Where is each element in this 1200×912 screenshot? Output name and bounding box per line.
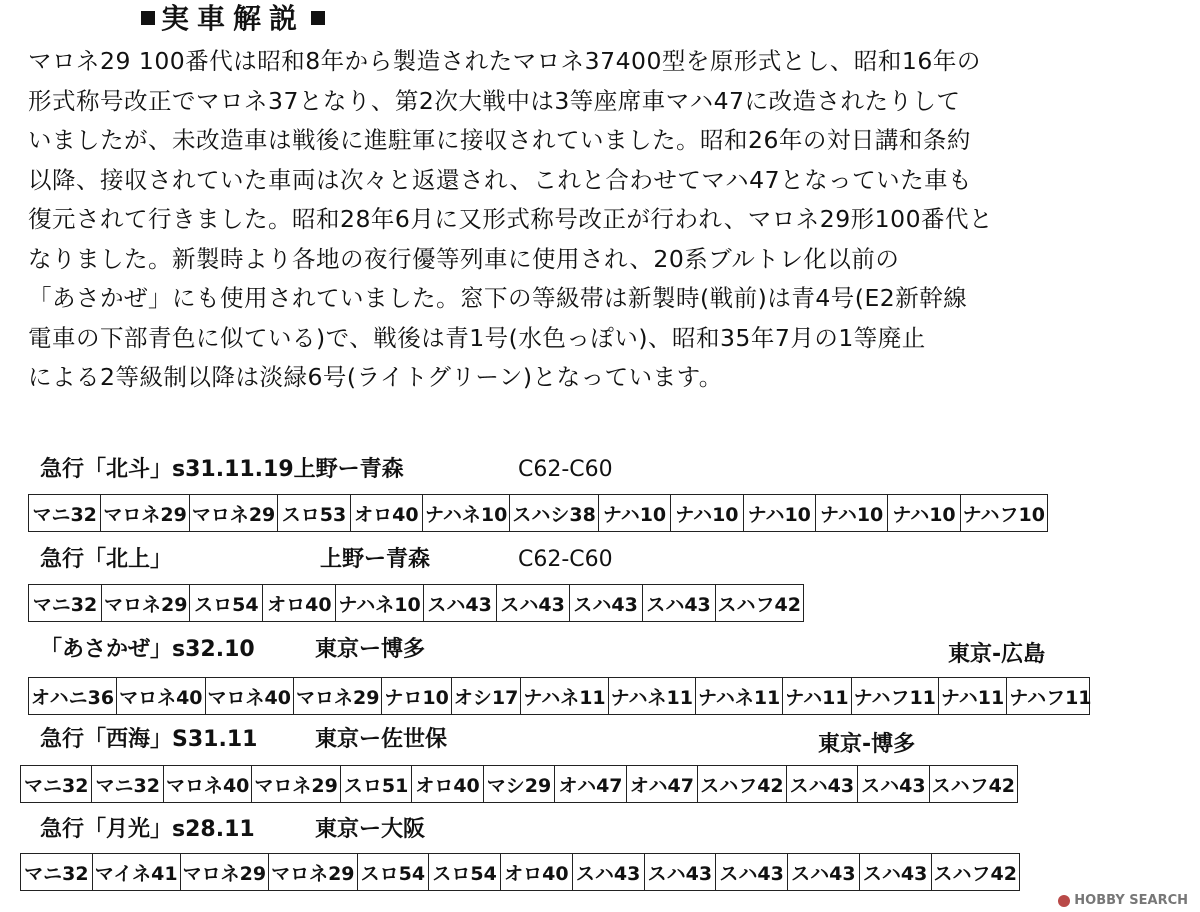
car-cell: マロネ29 (102, 585, 190, 621)
description-paragraph (28, 42, 1188, 398)
paragraph-line: マロネ29 100番代は昭和8年から製造されたマロネ37400型を原形式とし、昭和16年の (28, 47, 981, 75)
car-cell: マイネ41 (93, 854, 181, 890)
car-cell: ナハフ11 (1009, 686, 1092, 709)
car-cell: オハ47 (555, 766, 626, 802)
car-cell: ナハ10 (599, 495, 671, 531)
paragraph-line: による2等級制以降は淡緑6号(ライトグリーン)となっています。 (28, 363, 723, 391)
train-title-hokuto (40, 455, 613, 485)
consist-gekko (20, 853, 1020, 891)
car-cell: マシ29 (484, 766, 555, 802)
car-cell: マロネ29 (294, 678, 382, 714)
paragraph-line: 復元されて行きました。昭和28年6月に又形式称号改正が行われ、マロネ29形100番代と (28, 205, 994, 233)
hobby-search-logo-icon (1058, 895, 1070, 907)
car-cell: スハ43 (570, 585, 643, 621)
car-cell: スロ53 (278, 495, 350, 531)
car-cell: ナハ10 (671, 495, 743, 531)
car-cell: マニ32 (29, 495, 101, 531)
car-cell: スハ43 (787, 766, 858, 802)
locomotive-label: C62-C60 (518, 547, 613, 572)
train-title-kitakami (40, 545, 613, 575)
car-cell: ナハフ11 (852, 678, 939, 714)
car-cell: マニ32 (21, 854, 93, 890)
car-cell: マロネ29 (181, 854, 269, 890)
car-cell: スハ43 (858, 766, 929, 802)
paragraph-line: なりました。新製時より各地の夜行優等列車に使用され、20系ブルトレ化以前の (28, 244, 900, 273)
train-title-asakaze (40, 635, 426, 665)
car-cell: マロネ40 (164, 766, 252, 802)
square-bullet-icon (311, 11, 325, 25)
consist-hokuto (28, 494, 1048, 532)
route-label: 東京ー博多 (315, 637, 426, 662)
car-cell: オロ40 (501, 854, 573, 890)
car-cell: ナハフ10 (962, 503, 1045, 526)
train-name: 「あさかぜ」s32.10 (40, 637, 255, 662)
car-cell: スハ43 (643, 585, 716, 621)
paragraph-line: 電車の下部青色に似ている)で、戦後は青1号(水色っぽい)、昭和35年7月の1等廃止 (28, 323, 926, 352)
car-cell: スハ43 (788, 854, 860, 890)
train-name: 急行「北斗」s31.11.19上野ー青森 (40, 457, 404, 482)
car-cell: マロネ29 (269, 854, 357, 890)
car-cell: マロネ40 (206, 678, 294, 714)
car-cell: スハシ38 (510, 495, 598, 531)
train-name: 急行「北上」 (40, 547, 173, 572)
car-cell: スハフ42 (698, 766, 786, 802)
car-cell: ナハ11 (939, 678, 1007, 714)
sub-route-label: 東京-広島 (948, 642, 1046, 667)
car-cell: スロ54 (190, 585, 263, 621)
car-cell: ナハ10 (744, 495, 816, 531)
train-name: 急行「月光」s28.11 (40, 817, 255, 842)
train-title-saikai (40, 725, 448, 755)
locomotive-label: C62-C60 (518, 457, 613, 482)
train-title-gekko (40, 815, 426, 845)
car-cell: マロネ29 (101, 495, 189, 531)
car-cell: スロ51 (341, 766, 412, 802)
car-cell: ナハネ10 (423, 495, 510, 531)
car-cell: ナハ10 (816, 495, 888, 531)
car-cell: スハ43 (424, 585, 497, 621)
car-cell: スロ54 (358, 854, 430, 890)
car-cell: スハ43 (645, 854, 717, 890)
paragraph-line: 以降、接収されていた車両は次々と返還され、これと合わせてマハ47となっていた車も (28, 165, 973, 194)
car-cell: オシ17 (452, 678, 521, 714)
car-cell: ナロ10 (382, 678, 451, 714)
car-cell: スハ43 (860, 854, 932, 890)
car-cell: スハフ42 (933, 862, 1017, 885)
sub-route-label: 東京-博多 (818, 732, 916, 757)
paragraph-line: 「あさかぜ」にも使用されていました。窓下の等級帯は新製時(戦前)は青4号(E2新幹線 (28, 284, 968, 312)
car-cell: スハフ42 (931, 774, 1016, 797)
car-cell: マニ32 (21, 766, 92, 802)
train-name: 急行「西海」S31.11 (40, 727, 258, 752)
car-cell: オロ40 (351, 495, 423, 531)
car-cell: スハ43 (497, 585, 570, 621)
car-cell: オロ40 (263, 585, 336, 621)
car-cell: スハ43 (573, 854, 645, 890)
square-bullet-icon (141, 11, 155, 25)
car-cell: ナハネ11 (521, 678, 608, 714)
car-cell: マロネ29 (252, 766, 340, 802)
car-cell: ナハネ10 (336, 585, 423, 621)
route-label: 東京ー佐世保 (315, 727, 448, 752)
car-cell: ナハネ11 (696, 678, 783, 714)
car-cell: マロネ29 (190, 495, 278, 531)
paragraph-line: 形式称号改正でマロネ37となり、第2次大戦中は3等座席車マハ47に改造されたりして (28, 86, 961, 115)
car-cell: マニ32 (29, 585, 102, 621)
car-cell: マニ32 (92, 766, 163, 802)
watermark: HOBBY SEARCH (1058, 893, 1188, 908)
car-cell: ナハ10 (888, 495, 960, 531)
route-label: 東京ー大阪 (315, 817, 426, 842)
car-cell: オハニ36 (29, 678, 117, 714)
car-cell: オロ40 (412, 766, 483, 802)
car-cell: オハ47 (627, 766, 698, 802)
car-cell: ナハ11 (783, 678, 851, 714)
car-cell: スハ43 (716, 854, 788, 890)
consist-asakaze (28, 677, 1090, 715)
paragraph-line: いましたが、未改造車は戦後に進駐軍に接収されていました。昭和26年の対日講和条約 (28, 126, 971, 154)
route-label: 上野ー青森 (320, 547, 431, 572)
section-heading: 実車解説 (135, 2, 331, 36)
car-cell: マロネ40 (117, 678, 205, 714)
consist-kitakami (28, 584, 804, 622)
car-cell: ナハネ11 (609, 678, 696, 714)
car-cell: スハフ42 (717, 593, 801, 616)
consist-saikai (20, 765, 1018, 803)
car-cell: スロ54 (429, 854, 501, 890)
